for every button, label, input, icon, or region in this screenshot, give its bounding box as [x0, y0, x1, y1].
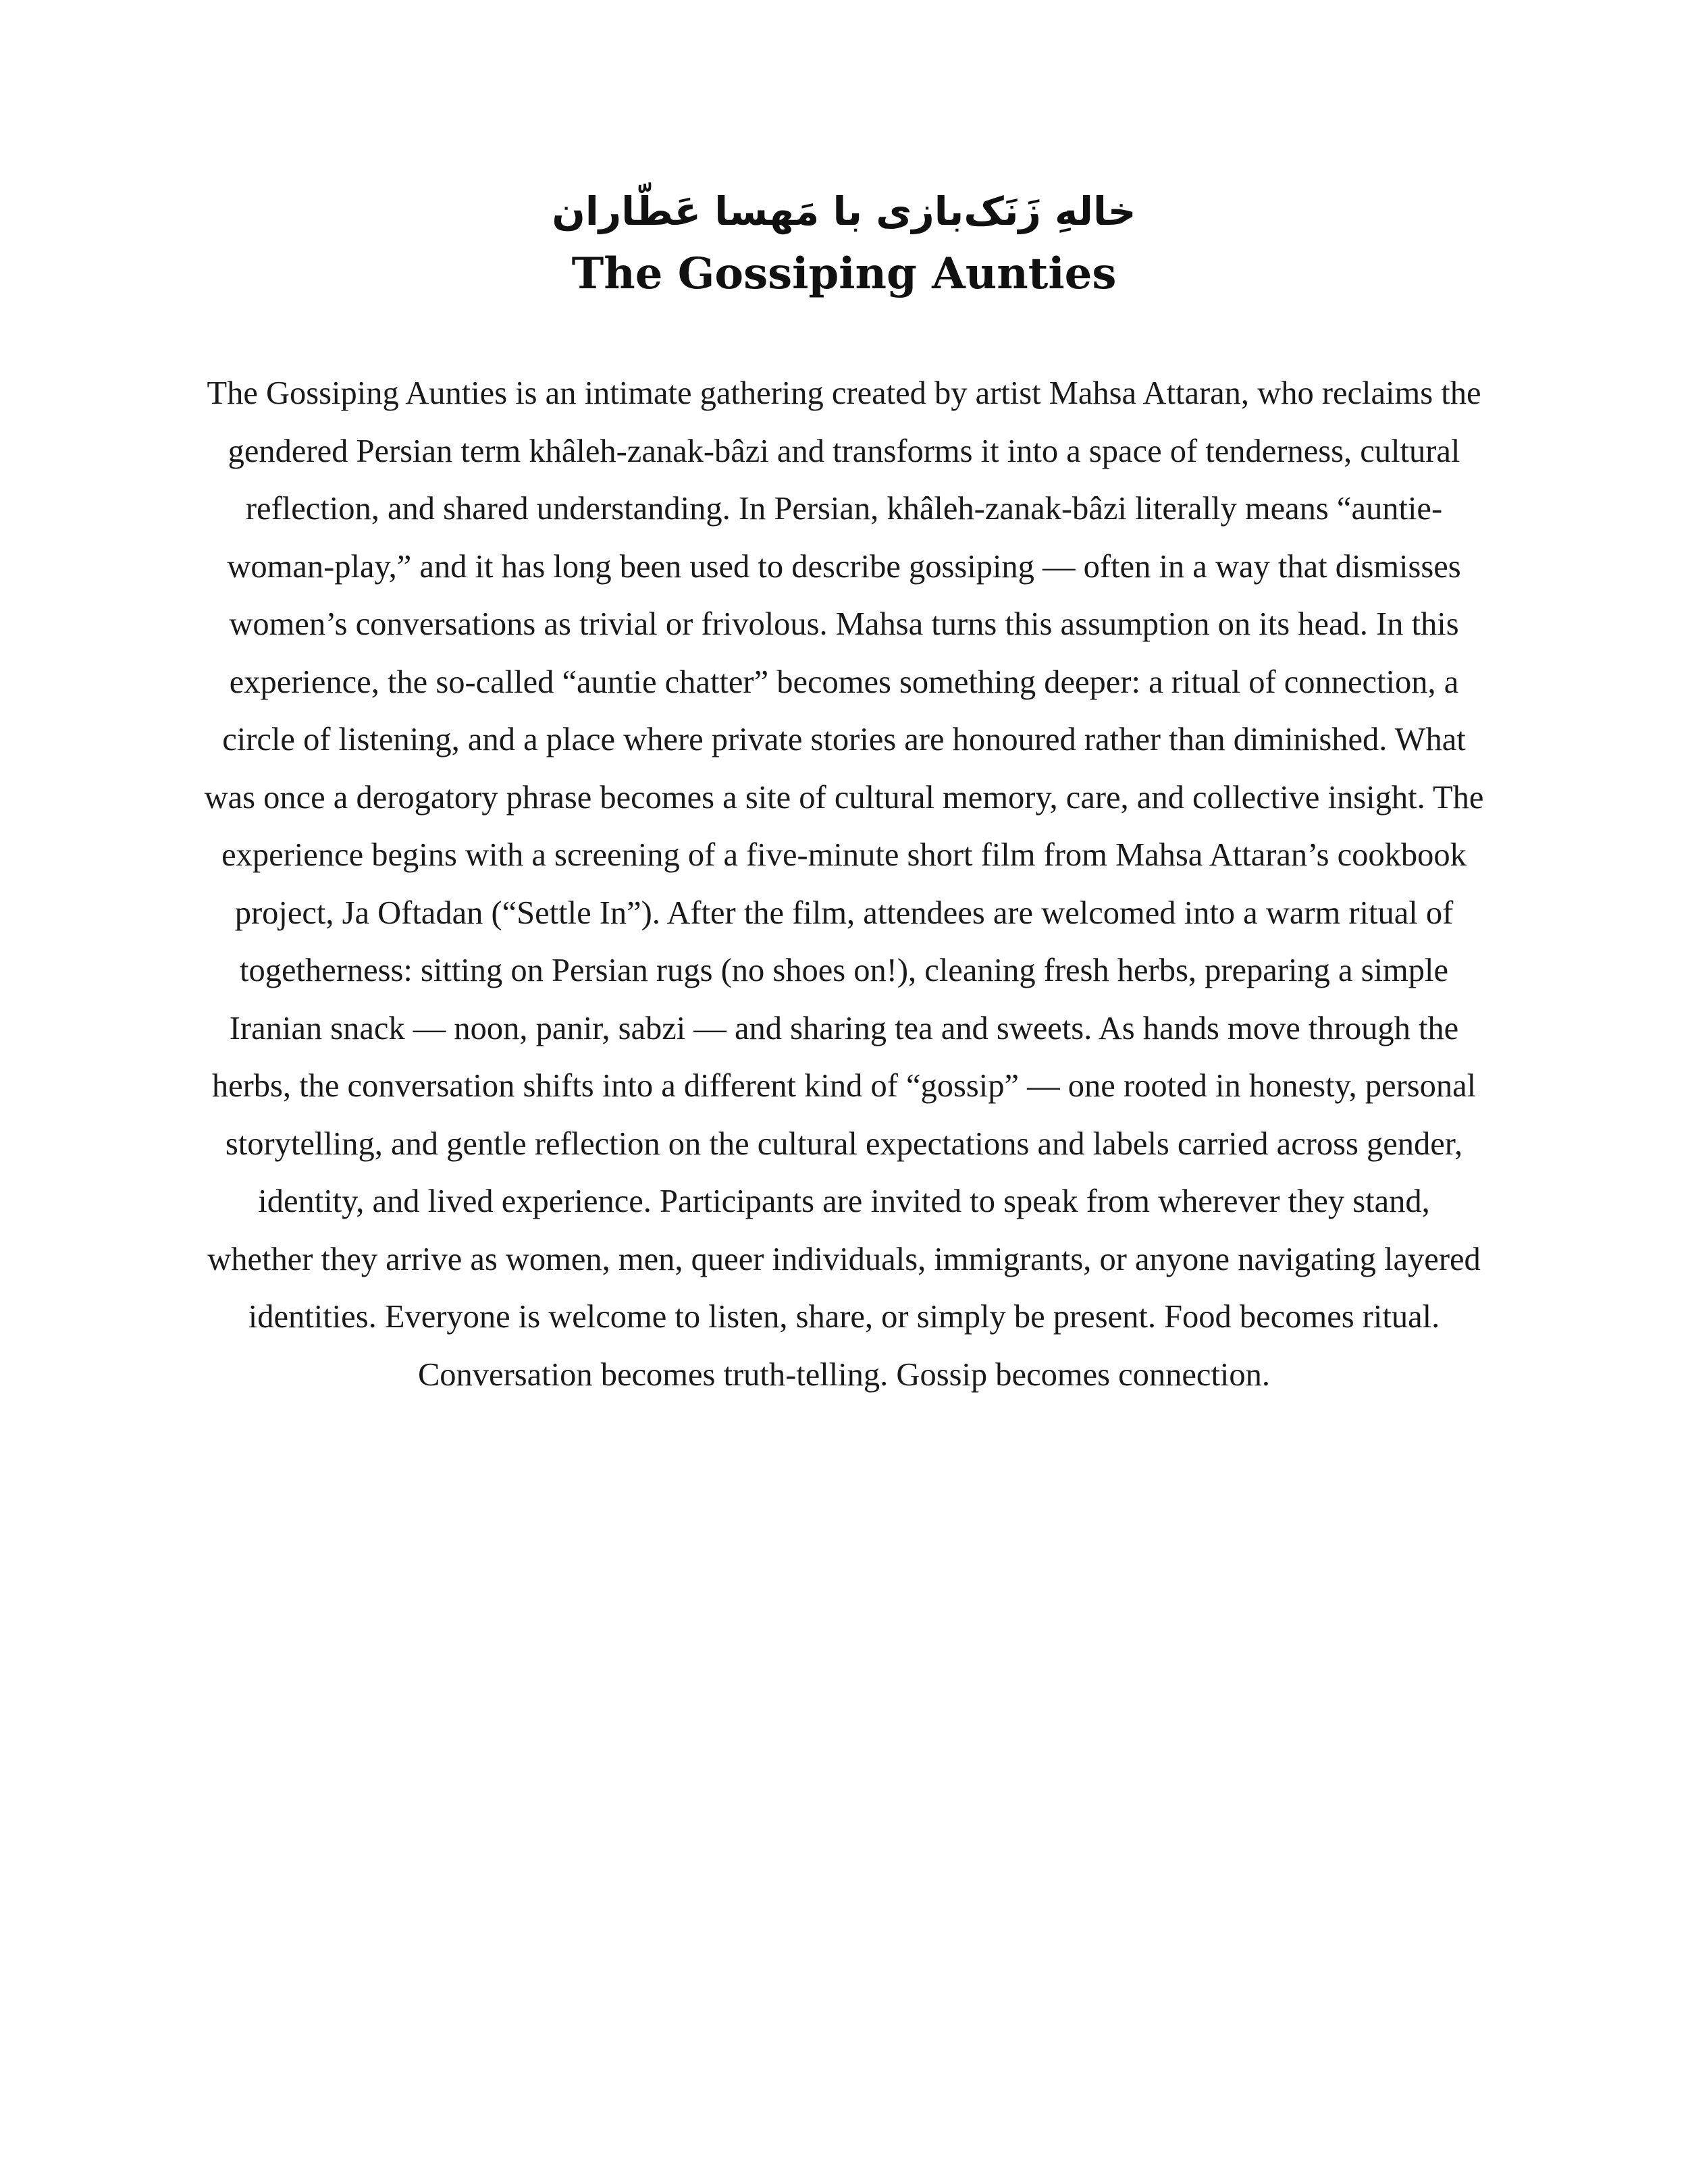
body-paragraph: The Gossiping Aunties is an intimate gathering created by artist Mahsa Attaran, who reclaims the gendered Persian term khâleh-zanak-bâzi and transforms it into a space of tenderness, cultural reflection, and shared understanding. In Persian, khâleh-zanak-bâzi literally means “auntie-woman-play,” and it has long been used to describe gossiping — often in a way that dismisses women’s conversations as trivial or frivolous. Mahsa turns this assumption on its head. In this experience, the so-called “auntie chatter” becomes something deeper: a ritual of connection, a circle of listening, and a place where private stories are honoured rather than diminished. What was once a derogatory phrase becomes a site of cultural memory, care, and collective insight. The experience begins with a screening of a five-minute short film from Mahsa Attaran’s cookbook project, Ja Oftadan (“Settle In”). After the film, attendees are welcomed into a warm ritual of togetherness: sitting on Persian rugs (no shoes on!), cleaning fresh herbs, preparing a simple Iranian snack — noon, panir, sabzi — and sharing tea and sweets. As hands move through the herbs, the conversation shifts into a different kind of “gossip” — one rooted in honesty, personal storytelling, and gentle reflection on the cultural expectations and labels carried across gender, identity, and lived experience. Participants are invited to speak from wherever they stand, whether they arrive as women, men, queer individuals, immigrants, or anyone navigating layered identities. Everyone is welcome to listen, share, or simply be present. Food becomes ritual. Conversation becomes truth-telling. Gossip becomes connection.	[204, 375, 1484, 1393]
document-header	[0, 181, 1688, 307]
persian-title: خالهِ زَنَک‌بازی با مَهسا عَطّاران	[552, 188, 1136, 234]
page-title: The Gossiping Aunties	[571, 248, 1117, 299]
